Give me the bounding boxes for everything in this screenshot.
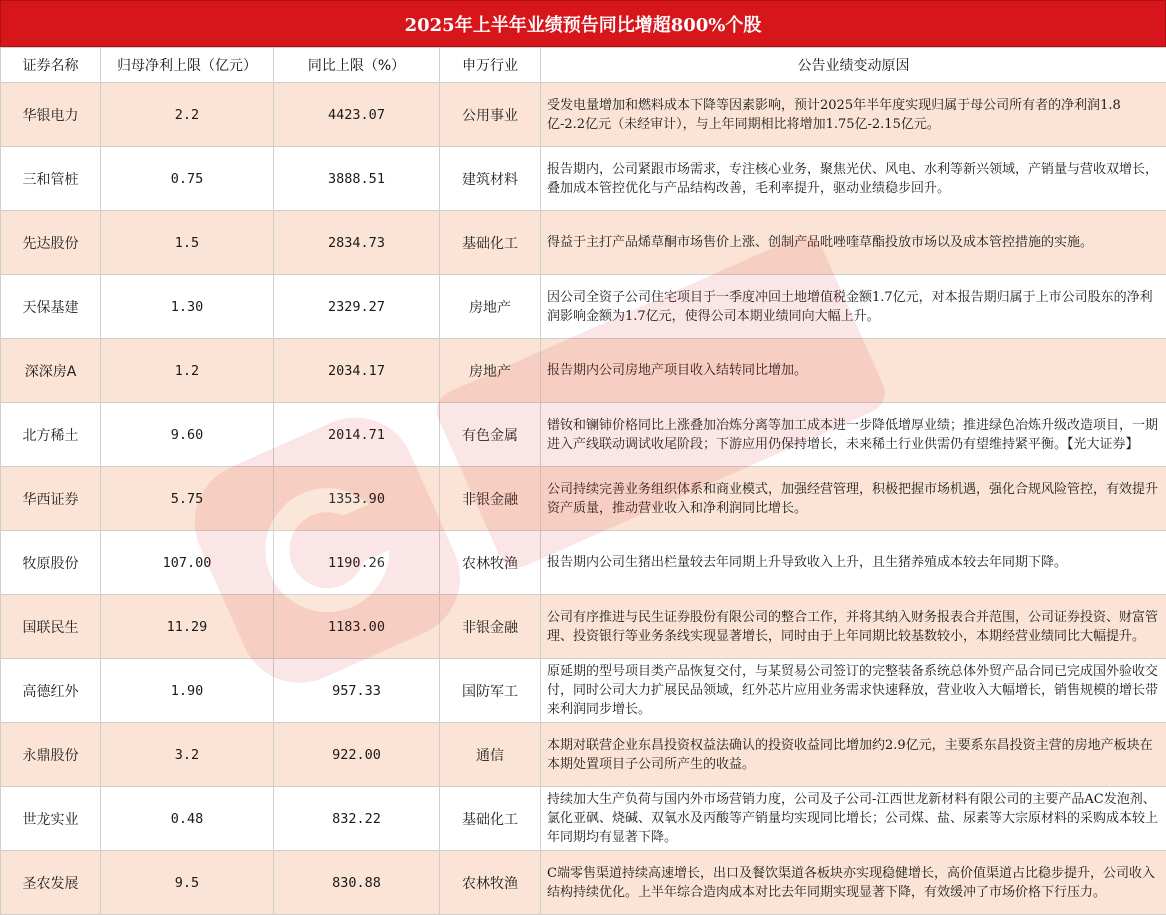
profit-upper-cell: 1.90 — [101, 659, 274, 723]
profit-upper-cell: 9.5 — [101, 851, 274, 915]
profit-upper-cell: 5.75 — [101, 467, 274, 531]
reason-cell: 报告期内公司房地产项目收入结转同比增加。 — [541, 339, 1166, 403]
yoy-upper-cell: 4423.07 — [274, 83, 440, 147]
table-row — [1, 275, 1166, 339]
yoy-upper-cell: 957.33 — [274, 659, 440, 723]
profit-upper-cell: 0.48 — [101, 787, 274, 851]
stock-name-cell: 三和管桩 — [1, 147, 101, 211]
table-row — [1, 723, 1166, 787]
page-title: 2025年上半年业绩预告同比增超800%个股 — [0, 0, 1166, 47]
reason-cell: C端零售渠道持续高速增长，出口及餐饮渠道各板块亦实现稳健增长，高价值渠道占比稳步提升，公司收入结构持续优化。上半年综合造肉成本对比去年同期实现显著下降，有效缓冲了市场价格下行压力。 — [541, 851, 1166, 915]
table-row — [1, 467, 1166, 531]
table-row — [1, 531, 1166, 595]
reason-cell: 公司有序推进与民生证券股份有限公司的整合工作，并将其纳入财务报表合并范围，公司证券投资、财富管理、投资银行等业务条线实现显著增长，同时由于上年同期比较基数较小，本期经营业绩同比大幅提升。 — [541, 595, 1166, 659]
industry-cell: 基础化工 — [440, 211, 541, 275]
stock-name-cell: 华西证券 — [1, 467, 101, 531]
yoy-upper-cell: 1183.00 — [274, 595, 440, 659]
earnings-table — [0, 47, 1166, 915]
stock-name-cell: 牧原股份 — [1, 531, 101, 595]
yoy-upper-cell: 2034.17 — [274, 339, 440, 403]
reason-cell: 因公司全资子公司住宅项目于一季度冲回土地增值税金额1.7亿元，对本报告期归属于上市公司股东的净利润影响金额为1.7亿元，使得公司本期业绩同向大幅上升。 — [541, 275, 1166, 339]
industry-cell: 房地产 — [440, 339, 541, 403]
industry-cell: 有色金属 — [440, 403, 541, 467]
profit-upper-cell: 1.30 — [101, 275, 274, 339]
header-security-name: 证券名称 — [1, 48, 101, 83]
industry-cell: 房地产 — [440, 275, 541, 339]
stock-name-cell: 国联民生 — [1, 595, 101, 659]
reason-cell: 受发电量增加和燃料成本下降等因素影响，预计2025年半年度实现归属于母公司所有者的净利润1.8亿-2.2亿元（未经审计），与上年同期相比将增加1.75亿-2.15亿元。 — [541, 83, 1166, 147]
reason-cell: 持续加大生产负荷与国内外市场营销力度，公司及子公司-江西世龙新材料有限公司的主要产品AC发泡剂、氯化亚砜、烧碱、双氧水及丙酸等产销量均实现同比增长；公司煤、盐、尿素等大宗原材料的采购成本较上年同期均有显著下降。 — [541, 787, 1166, 851]
yoy-upper-cell: 2329.27 — [274, 275, 440, 339]
yoy-upper-cell: 2014.71 — [274, 403, 440, 467]
industry-cell: 非银金融 — [440, 595, 541, 659]
stock-name-cell: 深深房A — [1, 339, 101, 403]
profit-upper-cell: 1.5 — [101, 211, 274, 275]
yoy-upper-cell: 1353.90 — [274, 467, 440, 531]
profit-upper-cell: 3.2 — [101, 723, 274, 787]
table-row — [1, 595, 1166, 659]
industry-cell: 农林牧渔 — [440, 851, 541, 915]
profit-upper-cell: 11.29 — [101, 595, 274, 659]
table-row — [1, 787, 1166, 851]
header-profit-upper: 归母净利上限（亿元） — [101, 48, 274, 83]
profit-upper-cell: 2.2 — [101, 83, 274, 147]
table-header-row — [1, 48, 1166, 83]
reason-cell: 报告期内，公司紧跟市场需求，专注核心业务，聚焦光伏、风电、水利等新兴领域，产销量与营收双增长，叠加成本管控优化与产品结构改善，毛利率提升，驱动业绩稳步回升。 — [541, 147, 1166, 211]
industry-cell: 非银金融 — [440, 467, 541, 531]
industry-cell: 公用事业 — [440, 83, 541, 147]
table-row — [1, 659, 1166, 723]
industry-cell: 农林牧渔 — [440, 531, 541, 595]
profit-upper-cell: 0.75 — [101, 147, 274, 211]
stock-name-cell: 永鼎股份 — [1, 723, 101, 787]
profit-upper-cell: 1.2 — [101, 339, 274, 403]
reason-cell: 镨钕和镧铈价格同比上涨叠加冶炼分离等加工成本进一步降低增厚业绩；推进绿色冶炼升级改造项目，一期进入产线联动调试收尾阶段；下游应用仍保持增长，未来稀土行业供需仍有望维持紧平衡。【光大证券】 — [541, 403, 1166, 467]
header-yoy-upper: 同比上限（%） — [274, 48, 440, 83]
reason-cell: 得益于主打产品烯草酮市场售价上涨、创制产品吡唑喹草酯投放市场以及成本管控措施的实施。 — [541, 211, 1166, 275]
table-row — [1, 83, 1166, 147]
reason-cell: 本期对联营企业东昌投资权益法确认的投资收益同比增加约2.9亿元，主要系东昌投资主营的房地产板块在本期处置项目子公司所产生的收益。 — [541, 723, 1166, 787]
header-reason: 公告业绩变动原因 — [541, 48, 1166, 83]
stock-name-cell: 世龙实业 — [1, 787, 101, 851]
table-row — [1, 211, 1166, 275]
stock-name-cell: 华银电力 — [1, 83, 101, 147]
reason-cell: 公司持续完善业务组织体系和商业模式，加强经营管理，积极把握市场机遇，强化合规风险管控，有效提升资产质量，推动营业收入和净利润同比增长。 — [541, 467, 1166, 531]
yoy-upper-cell: 830.88 — [274, 851, 440, 915]
stock-name-cell: 北方稀土 — [1, 403, 101, 467]
industry-cell: 建筑材料 — [440, 147, 541, 211]
stock-name-cell: 先达股份 — [1, 211, 101, 275]
table-row — [1, 851, 1166, 915]
reason-cell: 原延期的型号项目类产品恢复交付，与某贸易公司签订的完整装备系统总体外贸产品合同已完成国外验收交付，同时公司大力扩展民品领域，红外芯片应用业务需求快速释放，营业收入大幅增长，销售规模的增长带来利润同步增长。 — [541, 659, 1166, 723]
stock-name-cell: 高德红外 — [1, 659, 101, 723]
yoy-upper-cell: 832.22 — [274, 787, 440, 851]
table-row — [1, 403, 1166, 467]
stock-name-cell: 天保基建 — [1, 275, 101, 339]
industry-cell: 通信 — [440, 723, 541, 787]
yoy-upper-cell: 3888.51 — [274, 147, 440, 211]
profit-upper-cell: 107.00 — [101, 531, 274, 595]
yoy-upper-cell: 1190.26 — [274, 531, 440, 595]
table-row — [1, 339, 1166, 403]
reason-cell: 报告期内公司生猪出栏量较去年同期上升导致收入上升，且生猪养殖成本较去年同期下降。 — [541, 531, 1166, 595]
yoy-upper-cell: 2834.73 — [274, 211, 440, 275]
stock-name-cell: 圣农发展 — [1, 851, 101, 915]
table-row — [1, 147, 1166, 211]
industry-cell: 基础化工 — [440, 787, 541, 851]
profit-upper-cell: 9.60 — [101, 403, 274, 467]
header-industry: 申万行业 — [440, 48, 541, 83]
industry-cell: 国防军工 — [440, 659, 541, 723]
yoy-upper-cell: 922.00 — [274, 723, 440, 787]
